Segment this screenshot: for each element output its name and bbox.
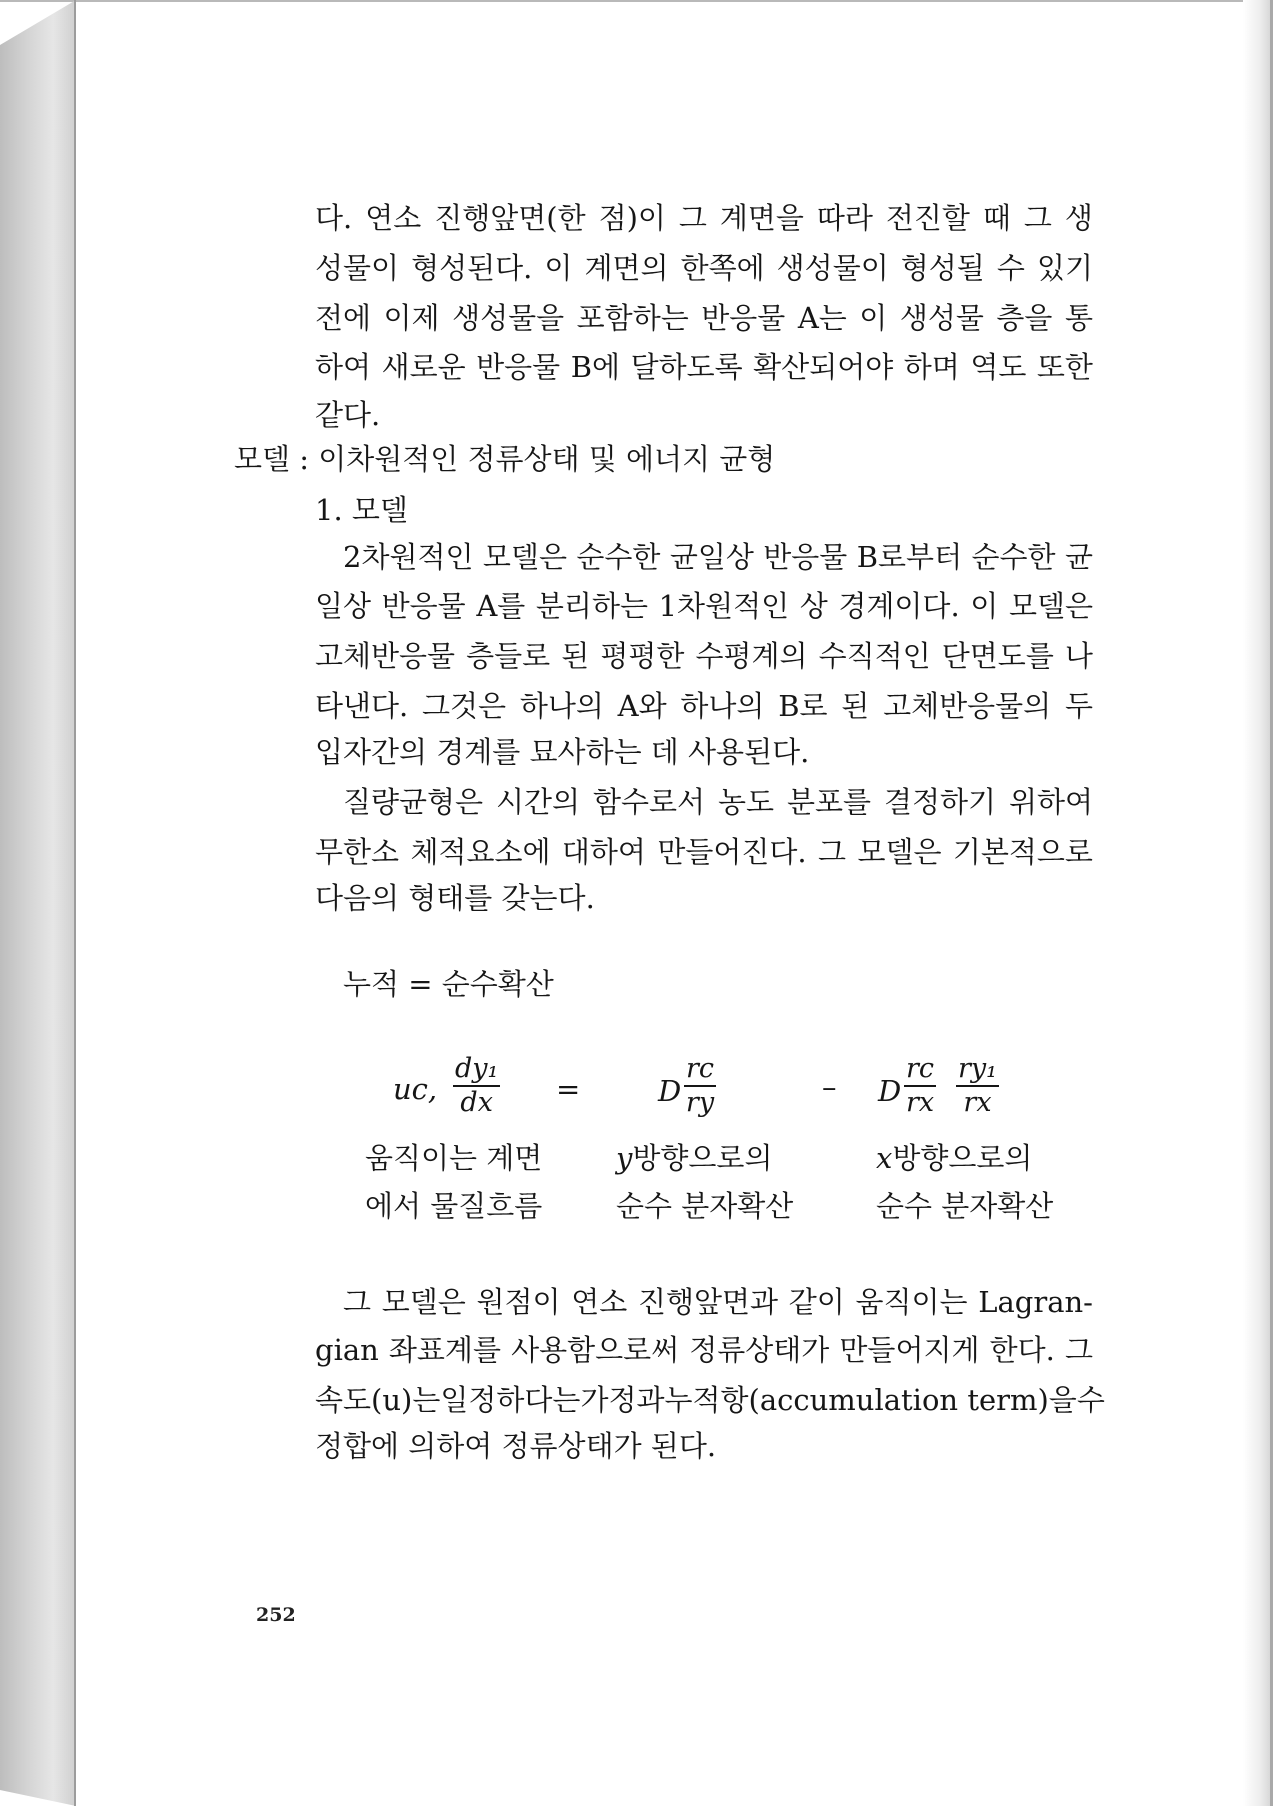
model-line-3 xyxy=(315,634,1093,675)
word: 순수한 xyxy=(971,540,1056,574)
word: 기본적으로 xyxy=(952,835,1093,869)
word: B로 xyxy=(778,689,828,723)
word: 2차원적인 xyxy=(343,540,474,574)
word: 하나의 xyxy=(680,689,765,723)
word: 같이 xyxy=(788,1285,845,1319)
word: 무한소 xyxy=(315,835,400,869)
word: 일상 xyxy=(315,589,372,623)
word: 역도 xyxy=(970,350,1027,384)
lhs-fraction xyxy=(453,1053,500,1119)
lhs-denominator: dx xyxy=(460,1087,493,1118)
word: 포함하는 xyxy=(576,301,689,335)
word: 따라 xyxy=(816,201,873,235)
label-col2-line2: 순수 분자확산 xyxy=(616,1189,794,1223)
word: 평평한 xyxy=(600,639,685,673)
word: 이 xyxy=(970,589,999,623)
word: 한다. xyxy=(989,1333,1055,1367)
equation-lhs: uc, xyxy=(393,1072,438,1106)
lagrange-last-line: 정합에 의하여 정류상태가 된다. xyxy=(315,1429,717,1463)
word: 하여 xyxy=(315,350,372,384)
mass-line-2 xyxy=(315,830,1093,871)
page-right-shadow xyxy=(1243,0,1273,1806)
word: 고체반응물의 xyxy=(883,689,1052,723)
label-col2-line1 xyxy=(616,1136,772,1177)
term2-fraction-2 xyxy=(956,1053,999,1119)
word: 형성될 xyxy=(900,251,985,285)
word: 만들어진다. xyxy=(657,835,807,869)
word: 그 xyxy=(1064,1333,1093,1367)
word: 달하도록 xyxy=(630,350,743,384)
word: 새로운 xyxy=(381,350,466,384)
word-equation: 누적 = 순수확산 xyxy=(343,967,554,1001)
word: 균 xyxy=(1064,540,1093,574)
word: 생성물을 xyxy=(452,301,565,335)
word: A를 xyxy=(476,589,526,623)
word: 위하여 xyxy=(1008,785,1093,819)
word: 반응물 xyxy=(476,350,561,384)
page-number: 252 xyxy=(256,1604,296,1626)
word: 분리하는 xyxy=(535,589,648,623)
model-line-2 xyxy=(315,584,1093,625)
word: 결정하기 xyxy=(883,785,997,819)
word: 좌표계를 xyxy=(388,1333,501,1367)
intro-last-line: 같다. xyxy=(315,398,381,432)
word: 또한 xyxy=(1036,350,1093,384)
word: 경계이다. xyxy=(838,589,960,623)
word: 연소 xyxy=(571,1285,628,1319)
word: 가정과 xyxy=(580,1383,665,1417)
word: 속도(u)는 xyxy=(315,1383,441,1417)
word: 전에 xyxy=(315,301,372,335)
label-col1-line2: 에서 물질흐름 xyxy=(365,1189,543,1223)
word: 체적요소에 xyxy=(410,835,551,869)
term2-fraction-1 xyxy=(904,1053,936,1119)
word: B로부터 xyxy=(856,540,963,574)
term2-coefficient: D xyxy=(878,1074,902,1108)
word: 상 xyxy=(799,589,828,623)
word: 이제 xyxy=(383,301,440,335)
intro-line-4 xyxy=(315,345,1093,386)
word: 균일상 xyxy=(669,540,754,574)
word: 성물이 xyxy=(315,251,400,285)
word: 만들어지게 xyxy=(839,1333,980,1367)
word: 형성된다. xyxy=(411,251,533,285)
word: 정류상태가 xyxy=(689,1333,830,1367)
word: Lagran- xyxy=(978,1285,1093,1319)
term2-numerator-2: ry₁ xyxy=(956,1053,999,1087)
word: A는 xyxy=(797,301,847,335)
word: 이 xyxy=(859,301,888,335)
word: 1차원적인 xyxy=(658,589,790,623)
word: 하나의 xyxy=(519,689,604,723)
word: 그 xyxy=(678,201,707,235)
word: 사용함으로써 xyxy=(511,1333,680,1367)
lagrange-line-1 xyxy=(343,1280,1093,1321)
label-col3-var: x xyxy=(876,1141,893,1175)
term1-numerator: rc xyxy=(684,1053,716,1087)
lagrange-line-3 xyxy=(315,1378,1105,1419)
word: 시간의 xyxy=(496,785,581,819)
word: A와 xyxy=(617,689,667,723)
word: 층들로 xyxy=(466,639,551,673)
word: 누적항(accumulation term)을 xyxy=(664,1383,1077,1417)
word: 움직이는 xyxy=(855,1285,968,1319)
label-col2-var: y xyxy=(616,1141,633,1175)
word: 단면도를 xyxy=(941,639,1054,673)
word: 된 xyxy=(841,689,870,723)
word: 타낸다. xyxy=(315,689,409,723)
word: 함수로서 xyxy=(593,785,706,819)
term1-denominator: ry xyxy=(685,1087,715,1118)
word: 진행앞면(한 xyxy=(434,201,586,235)
word: 모델은 xyxy=(482,540,567,574)
word: 수 xyxy=(1076,1383,1105,1417)
equation-equals: = xyxy=(556,1072,581,1106)
word: 하며 xyxy=(903,350,960,384)
word: 계면의 xyxy=(584,251,669,285)
word: 생성물이 xyxy=(776,251,889,285)
word: 고체반응물 xyxy=(315,639,456,673)
mass-line-1 xyxy=(343,780,1093,821)
word: 대하여 xyxy=(561,835,646,869)
word: 반응물 xyxy=(763,540,848,574)
label-col1-line1: 움직이는 계면 xyxy=(365,1141,543,1175)
word: 층을 xyxy=(996,301,1053,335)
word: 나 xyxy=(1064,639,1093,673)
term1-fraction xyxy=(684,1053,716,1119)
label-col2-text: 방향으로의 xyxy=(632,1141,773,1175)
word: 다. xyxy=(315,201,353,235)
word: 모델은 xyxy=(381,1285,466,1319)
word: 모델은 xyxy=(1008,589,1093,623)
word: 질량균형은 xyxy=(343,785,484,819)
word: 전진할 xyxy=(885,201,970,235)
word: 된 xyxy=(561,639,590,673)
word: 통 xyxy=(1064,301,1093,335)
word: 두 xyxy=(1064,689,1093,723)
word: 이 xyxy=(544,251,573,285)
word: 수평계의 xyxy=(695,639,808,673)
section-heading: 모델 : 이차원적인 정류상태 및 에너지 균형 xyxy=(234,442,776,476)
model-line-4 xyxy=(315,684,1093,725)
model-last-line: 입자간의 경계를 묘사하는 데 사용된다. xyxy=(315,735,810,769)
word: 계면을 xyxy=(719,201,804,235)
word: gian xyxy=(315,1333,379,1367)
word: 모델은 xyxy=(857,835,942,869)
word: 연소 xyxy=(365,201,422,235)
term2-denominator-2: rx xyxy=(963,1087,992,1118)
label-col3-text: 방향으로의 xyxy=(892,1141,1033,1175)
word: 생성물 xyxy=(899,301,984,335)
word: 원점이 xyxy=(476,1285,561,1319)
intro-line-2 xyxy=(315,246,1093,287)
mass-last-line: 다음의 형태를 갖는다. xyxy=(315,881,595,915)
word: 진행앞면과 xyxy=(637,1285,779,1319)
word: 점)이 xyxy=(598,201,666,235)
term2-denominator-1: rx xyxy=(905,1087,935,1118)
word: 반응물 xyxy=(701,301,786,335)
word: 그 xyxy=(818,835,847,869)
intro-line-3 xyxy=(315,296,1093,337)
lhs-numerator: dy₁ xyxy=(453,1053,500,1087)
word: 농도 xyxy=(718,785,775,819)
word: 반응물 xyxy=(381,589,466,623)
label-col3-line2: 순수 분자확산 xyxy=(876,1189,1054,1223)
word: 그 xyxy=(1023,201,1052,235)
word: 분포를 xyxy=(786,785,872,819)
intro-line-1 xyxy=(315,196,1093,237)
term2-numerator-1: rc xyxy=(904,1053,936,1087)
word: 있기 xyxy=(1036,251,1093,285)
word: 한쪽에 xyxy=(680,251,765,285)
word: 생 xyxy=(1064,201,1093,235)
word: 순수한 xyxy=(576,540,661,574)
word: 그것은 xyxy=(422,689,507,723)
word: 확산되어야 xyxy=(753,350,894,384)
word: 수 xyxy=(996,251,1025,285)
equation-minus: – xyxy=(822,1070,837,1104)
lagrange-line-2 xyxy=(315,1328,1093,1369)
label-col3-line1 xyxy=(876,1136,1032,1177)
book-spine-side xyxy=(0,0,76,1806)
subheading: 1. 모델 xyxy=(315,493,408,527)
word: B에 xyxy=(570,350,621,384)
word: 그 xyxy=(343,1285,372,1319)
word: 때 xyxy=(982,201,1011,235)
word: 일정하다는 xyxy=(440,1383,581,1417)
term1-coefficient: D xyxy=(658,1074,682,1108)
word: 수직적인 xyxy=(818,639,931,673)
model-line-1 xyxy=(343,535,1093,576)
